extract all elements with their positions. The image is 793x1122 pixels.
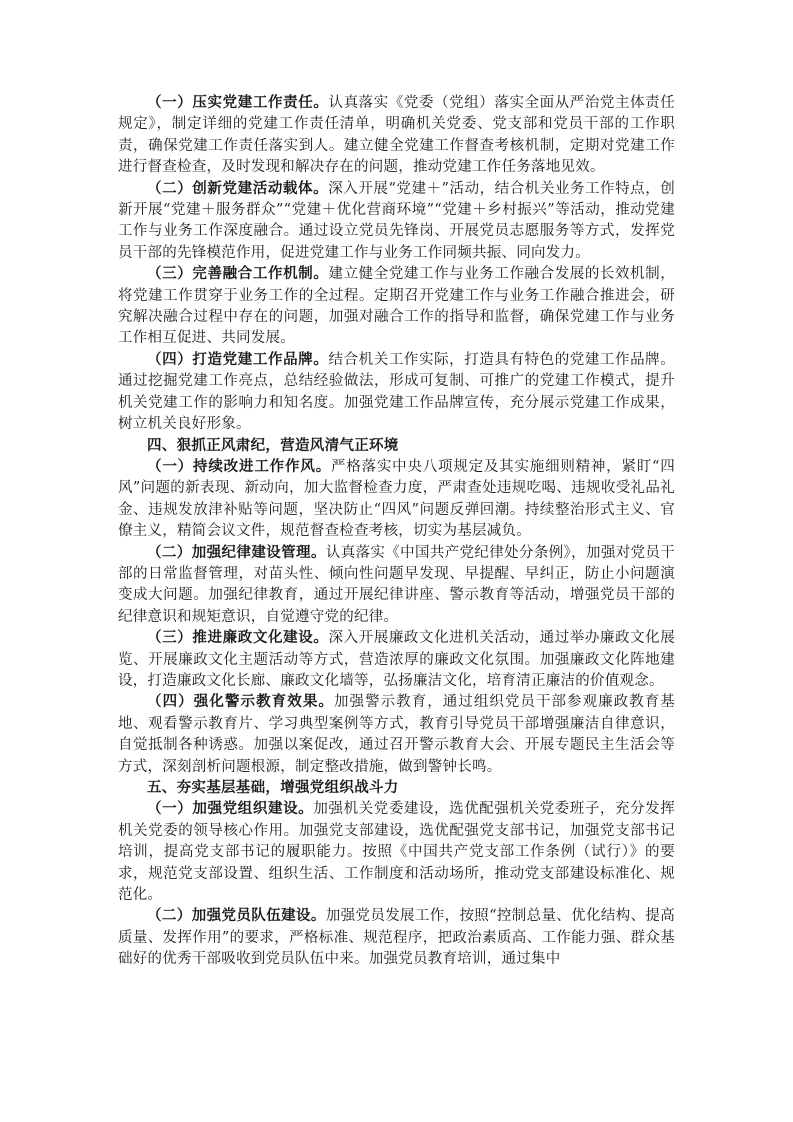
paragraph-text: 加强党员发展工作，按照“控制总量、优化结构、提高质量、发挥作用”的要求，严格标准、规范程序，把政治素质高、工作能力强、群众基础好的优秀干部吸收到党员队伍中来。加强党员教育培训，通过集中	[118, 908, 675, 968]
paragraph	[118, 179, 675, 265]
paragraph	[118, 692, 675, 778]
paragraph-text: 认真落实《中国共产党纪律处分条例》，加强对党员干部的日常监督管理，对苗头性、倾向性问题早发现、早提醒、早纠正，防止小问题演变成大问题。加强纪律教育，通过开展纪律讲座、警示教育等活动，增强党员干部的纪律意识和规矩意识，自觉遵守党的纪律。	[118, 544, 675, 625]
paragraph-text: 深入开展“党建＋”活动，结合机关业务工作特点，创新开展“党建＋服务群众”“党建＋优化营商环境”“党建＋乡村振兴”等活动，推动党建工作与业务工作深度融合。通过设立党员先锋岗、开展党员志愿服务等方式，发挥党员干部的先锋模范作用，促进党建工作与业务工作同频共振、同向发力。	[118, 180, 675, 261]
document-page	[118, 93, 675, 971]
paragraph-lead: （三）完善融合工作机制。	[147, 266, 329, 283]
paragraph-text: 结合机关工作实际，打造具有特色的党建工作品牌。通过挖掘党建工作亮点，总结经验做法，形成可复制、可推广的党建工作模式，提升机关党建工作的影响力和知名度。加强党建工作品牌宣传，充分展示党建工作成果，树立机关良好形象。	[118, 351, 675, 433]
paragraph	[118, 350, 675, 436]
paragraph-text: 深入开展廉政文化进机关活动，通过举办廉政文化展览、开展廉政文化主题活动等方式，营造浓厚的廉政文化氛围。加强廉政文化阵地建设，打造廉政文化长廊、廉政文化墙等，弘扬廉洁文化，培育清正廉洁的价值观念。	[118, 630, 675, 689]
paragraph-lead: （一）压实党建工作责任。	[147, 95, 329, 111]
section-heading: 四、狠抓正风肃纪，营造风清气正环境	[147, 437, 399, 454]
paragraph-lead: （一）加强党组织建设。	[147, 801, 314, 818]
paragraph-lead: （三）推进廉政文化建设。	[147, 630, 329, 647]
paragraph-text: 认真落实《党委（党组）落实全面从严治党主体责任规定》，制定详细的党建工作责任清单，明确机关党委、党支部和党员干部的工作职责，确保党建工作责任落实到人。建立健全党建工作督查考核机制，定期对党建工作进行督查检查，及时发现和解决存在的问题，推动党建工作任务落地见效。	[118, 95, 675, 176]
paragraph-lead: （二）加强党员队伍建设。	[147, 908, 326, 925]
paragraph-lead: （四）强化警示教育效果。	[147, 694, 335, 711]
paragraph-lead: （二）加强纪律建设管理。	[147, 544, 326, 561]
section-heading: 五、夯实基层基础，增强党组织战斗力	[147, 780, 399, 796]
paragraph	[118, 906, 675, 970]
paragraph-text: 严格落实中央八项规定及其实施细则精神，紧盯“四风”问题的新表现、新动向，加大监督检查力度，严肃查处违规吃喝、违规收受礼品礼金、违规发放津补贴等问题，坚决防止“四风”问题反弹回潮。持续整治形式主义、官僚主义，精简会议文件，规范督查检查考核，切实为基层减负。	[118, 458, 675, 540]
paragraph	[118, 628, 675, 692]
paragraph	[118, 543, 675, 629]
paragraph-text: 加强警示教育，通过组织党员干部参观廉政教育基地、观看警示教育片、学习典型案例等方式，教育引导党员干部增强廉洁自律意识，自觉抵制各种诱惑。加强以案促改，通过召开警示教育大会、开展专题民主生活会等方式，深刻剖析问题根源，制定整改措施，做到警钟长鸣。	[118, 694, 675, 775]
paragraph	[118, 457, 675, 543]
paragraph-text: 建立健全党建工作与业务工作融合发展的长效机制，将党建工作贯穿于业务工作的全过程。定期召开党建工作与业务工作融合推进会，研究解决融合过程中存在的问题，加强对融合工作的指导和监督，确保党建工作与业务工作相互促进、共同发展。	[118, 266, 675, 347]
paragraph-lead: （二）创新党建活动载体。	[147, 180, 329, 197]
paragraph	[118, 93, 675, 179]
paragraph	[118, 264, 675, 350]
paragraph-lead: （一）持续改进工作作风。	[147, 458, 332, 475]
paragraph-lead: （四）打造党建工作品牌。	[147, 351, 329, 368]
paragraph-text: 加强机关党委建设，选优配强机关党委班子，充分发挥机关党委的领导核心作用。加强党支部建设，选优配强党支部书记，加强党支部书记培训，提高党支部书记的履职能力。按照《中国共产党支部工作条例（试行）》的要求，规范党支部设置、组织生活、工作制度和活动场所，推动党支部建设标准化、规范化。	[118, 801, 675, 904]
paragraph	[118, 799, 675, 906]
